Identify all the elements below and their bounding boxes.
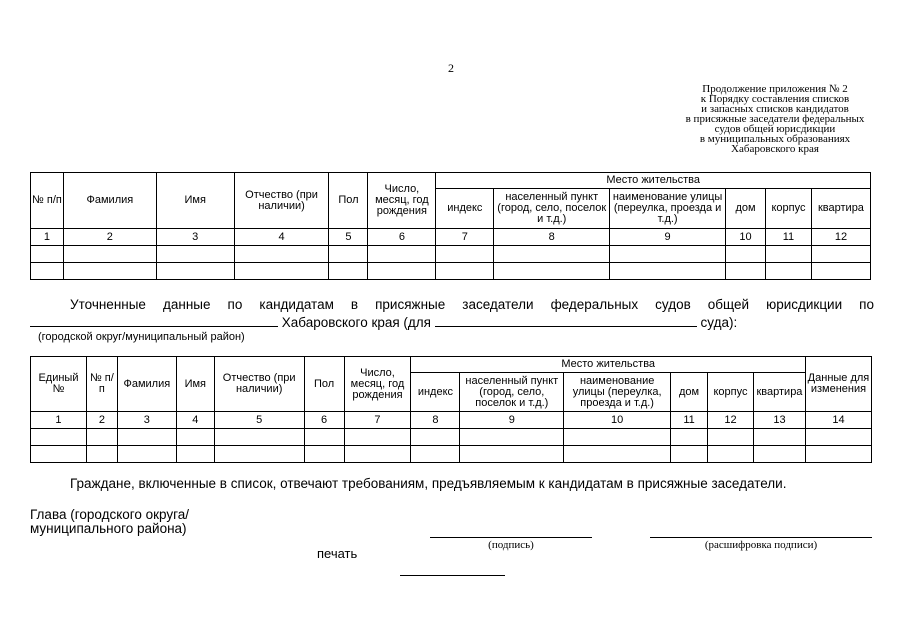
header-name: Имя [156,173,234,229]
eligibility-note: Граждане, включенные в список, отвечают требованиям, предъявляемым к кандидатам в присяжные заседатели. [70,476,787,491]
header-sex: Пол [304,357,344,412]
court-blank [435,314,697,327]
column-number: 14 [805,412,871,429]
header-changes: Данные для изменения [805,357,871,412]
header-house: дом [671,373,708,412]
header-settlement: населенный пункт (город, село, поселок и т.д.) [460,373,564,412]
header-residence: Место жительства [411,357,806,373]
annex-line: и запасных списков кандидатов [701,103,849,115]
decrypt-line [650,537,872,538]
header-flat: квартира [753,373,805,412]
column-number: 6 [368,229,436,246]
head-title-line: Глава (городского округа/ [30,507,190,522]
header-settlement: населенный пункт (город, село, поселок и т.д.) [494,189,610,229]
header-residence: Место жительства [436,173,871,189]
column-number: 1 [31,229,64,246]
stamp-line [400,575,505,576]
page-number: 2 [448,61,454,75]
header-index: индекс [436,189,494,229]
column-number: 12 [811,229,870,246]
header-flat: квартира [811,189,870,229]
table-row [31,446,872,463]
header-patronymic: Отчество (при наличии) [214,357,304,412]
annex-line: судов общей юрисдикции [714,123,836,135]
column-number: 2 [63,229,156,246]
annex-line: Продолжение приложения № 2 [702,83,848,95]
stamp-label: печать [317,546,358,561]
header-name: Имя [176,357,214,412]
candidates-table [30,172,871,280]
column-number: 8 [494,229,610,246]
header-surname: Фамилия [117,357,176,412]
court-suffix: суда): [700,315,738,330]
column-number: 9 [610,229,726,246]
table-row [31,429,872,446]
column-number: 5 [214,412,304,429]
header-birth: Число, месяц, год рождения [368,173,436,229]
column-number: 12 [708,412,754,429]
table-row [31,263,871,280]
header-single-num: Единый № [31,357,87,412]
column-number: 2 [86,412,117,429]
clarified-data-line2 [30,314,872,330]
column-number: 10 [726,229,766,246]
annex-line: Хабаровского края [731,143,819,155]
column-number: 13 [753,412,805,429]
column-number: 6 [304,412,344,429]
annex-line: в муниципальных образованиях [699,133,851,145]
column-number: 4 [176,412,214,429]
column-number: 11 [765,229,811,246]
column-number: 10 [564,412,671,429]
header-index: индекс [411,373,460,412]
annex-line: к Порядку составления списков [700,93,850,105]
annex-line: в присяжные заседатели федеральных [685,113,865,125]
head-title-line: муниципального района) [30,521,187,536]
column-number: 1 [31,412,87,429]
signature-line [430,537,592,538]
header-block: корпус [708,373,754,412]
column-number: 7 [436,229,494,246]
header-num: № п/п [86,357,117,412]
column-number: 4 [234,229,329,246]
clarified-table [30,356,872,463]
clarified-data-paragraph: Уточненные данные по кандидатам в присяжные заседатели федеральных судов общей юрисдикции по [70,297,874,312]
column-number: 9 [460,412,564,429]
annex-header [640,84,905,154]
municipality-blank [30,314,278,327]
column-number: 5 [329,229,368,246]
region-text: Хабаровского края (для [281,315,431,330]
header-street: наименование улицы (переулка, проезда и т.д.) [564,373,671,412]
header-patronymic: Отчество (при наличии) [234,173,329,229]
column-number: 7 [344,412,411,429]
column-number: 8 [411,412,460,429]
column-number: 3 [117,412,176,429]
header-sex: Пол [329,173,368,229]
header-street: наименование улицы (переулка, проезда и т.д.) [610,189,726,229]
column-number: 3 [156,229,234,246]
table-row [31,246,871,263]
head-title [30,508,189,536]
header-block: корпус [765,189,811,229]
header-surname: Фамилия [63,173,156,229]
header-birth: Число, месяц, год рождения [344,357,411,412]
decrypt-label: (расшифровка подписи) [704,539,818,551]
municipality-sublabel: (городской округ/муниципальный район) [38,331,245,343]
header-house: дом [726,189,766,229]
column-number: 11 [671,412,708,429]
header-num: № п/п [31,173,64,229]
signature-label: (подпись) [488,539,534,551]
